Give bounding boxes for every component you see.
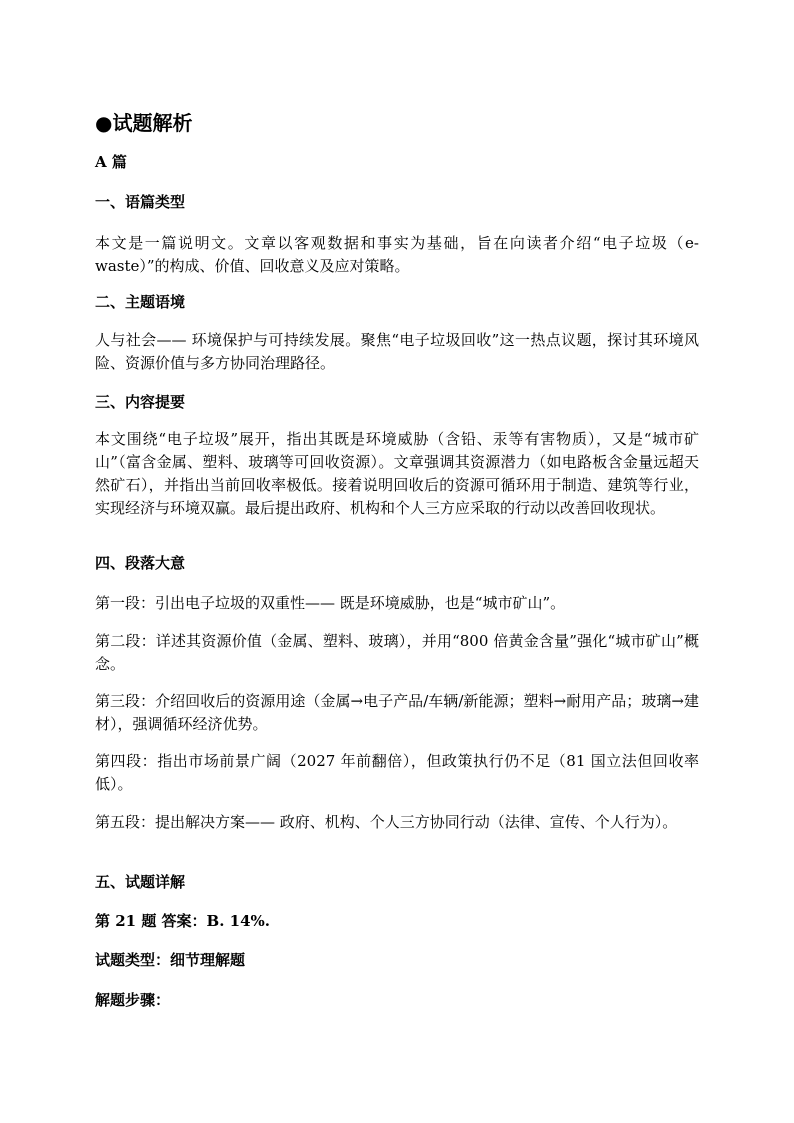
paragraphs-heading: 四、段落大意 [95,554,186,572]
theme-text: 人与社会—— 环境保护与可持续发展。聚焦“电子垃圾回收”这一热点议题，探讨其环境风险、资源价值与多方协同治理路径。 [95,331,699,372]
question-21-answer: 第 21 题 答案：B. 14%. [95,912,271,930]
solution-steps-heading: 解题步骤： [95,991,171,1009]
summary-heading: 三、内容提要 [95,393,186,411]
paragraph-summary-2: 第二段：详述其资源价值（金属、塑料、玻璃），并用“800 倍黄金含量”强化“城市矿山”概念。 [95,632,699,673]
paragraph-summary-1: 第一段：引出电子垃圾的双重性—— 既是环境威胁，也是“城市矿山”。 [95,594,566,612]
question-type: 试题类型：细节理解题 [95,951,246,969]
page-title: ●试题解析 [95,111,193,135]
details-heading: 五、试题详解 [95,873,186,891]
summary-text: 本文围绕“电子垃圾”展开，指出其既是环境威胁（含铅、汞等有害物质），又是“城市矿山”（富含金属、塑料、玻璃等可回收资源）。文章强调其资源潜力（如电路板含金量远超天然矿石），并指出当前回收率极低。接着说明回收后的资源可循环用于制造、建筑等行业，实现经济与环境双赢。最后提出政府、机构和个人三方应采取的行动以改善回收现状。 [95,430,699,517]
genre-text: 本文是一篇说明文。文章以客观数据和事实为基础，旨在向读者介绍“电子垃圾（e-waste）”的构成、价值、回收意义及应对策略。 [95,234,699,275]
genre-heading: 一、语篇类型 [95,193,186,211]
paragraph-summary-5: 第五段：提出解决方案—— 政府、机构、个人三方协同行动（法律、宣传、个人行为）。 [95,813,678,831]
theme-heading: 二、主题语境 [95,293,186,311]
paragraph-summary-4: 第四段：指出市场前景广阔（2027 年前翻倍），但政策执行仍不足（81 国立法但回收率低）。 [95,752,699,793]
part-heading: A 篇 [95,153,127,171]
paragraph-summary-3: 第三段：介绍回收后的资源用途（金属→电子产品/车辆/新能源；塑料→耐用产品；玻璃→建材），强调循环经济优势。 [95,692,699,733]
